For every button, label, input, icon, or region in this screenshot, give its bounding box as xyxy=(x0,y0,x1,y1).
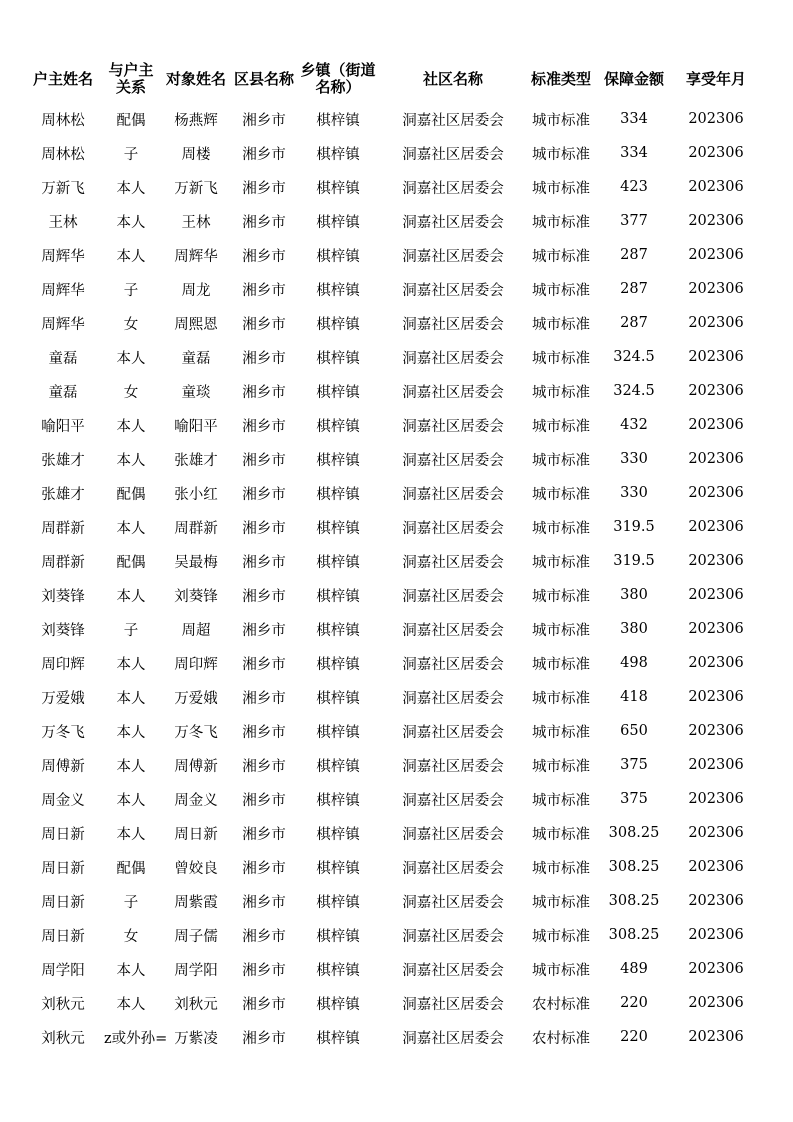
table-row xyxy=(22,476,762,510)
county-cell: 湘乡市 xyxy=(242,350,286,367)
town-cell: 棋梓镇 xyxy=(316,996,360,1013)
community-cell: 洞嘉社区居委会 xyxy=(402,384,504,401)
amount-cell: 330 xyxy=(620,485,648,501)
community-cell: 洞嘉社区居委会 xyxy=(402,656,504,673)
recipient-name-cell: 刘秋元 xyxy=(174,996,218,1013)
recipient-name-cell: 周学阳 xyxy=(174,962,218,979)
month-cell: 202306 xyxy=(688,757,744,773)
community-cell: 洞嘉社区居委会 xyxy=(402,146,504,163)
standard-type-cell: 城市标准 xyxy=(532,928,590,945)
household-head-cell: 周日新 xyxy=(41,894,85,911)
recipient-name-cell: 周辉华 xyxy=(174,248,218,265)
county-cell: 湘乡市 xyxy=(242,724,286,741)
town-cell: 棋梓镇 xyxy=(316,520,360,537)
community-cell: 洞嘉社区居委会 xyxy=(402,962,504,979)
town-cell: 棋梓镇 xyxy=(316,1030,360,1047)
amount-cell: 308.25 xyxy=(608,825,660,841)
recipient-name-cell: 张小红 xyxy=(174,486,218,503)
community-cell: 洞嘉社区居委会 xyxy=(402,588,504,605)
recipient-name-cell: 周紫霞 xyxy=(174,894,218,911)
relationship-cell: 女 xyxy=(123,384,139,401)
table-row xyxy=(22,272,762,306)
household-head-cell: 周林松 xyxy=(41,112,85,129)
standard-type-cell: 城市标准 xyxy=(532,690,590,707)
relationship-cell: 本人 xyxy=(116,656,146,673)
amount-cell: 308.25 xyxy=(608,893,660,909)
table-row xyxy=(22,850,762,884)
relationship-cell: 本人 xyxy=(116,214,146,231)
relationship-cell: 配偶 xyxy=(116,860,146,877)
table-row xyxy=(22,816,762,850)
amount-cell: 319.5 xyxy=(613,519,655,535)
town-cell: 棋梓镇 xyxy=(316,622,360,639)
community-cell: 洞嘉社区居委会 xyxy=(402,894,504,911)
recipient-name-cell: 喻阳平 xyxy=(174,418,218,435)
town-cell: 棋梓镇 xyxy=(316,928,360,945)
county-cell: 湘乡市 xyxy=(242,248,286,265)
recipient-name-cell: 刘葵锋 xyxy=(174,588,218,605)
recipient-name-cell: 张雄才 xyxy=(174,452,218,469)
household-head-cell: 刘葵锋 xyxy=(41,588,85,605)
month-cell: 202306 xyxy=(688,961,744,977)
relationship-cell: 本人 xyxy=(116,792,146,809)
county-cell: 湘乡市 xyxy=(242,316,286,333)
month-cell: 202306 xyxy=(688,315,744,331)
county-cell: 湘乡市 xyxy=(242,792,286,809)
standard-type-cell: 城市标准 xyxy=(532,214,590,231)
table-row xyxy=(22,578,762,612)
standard-type-cell: 城市标准 xyxy=(532,724,590,741)
table-row xyxy=(22,442,762,476)
county-cell: 湘乡市 xyxy=(242,826,286,843)
household-head-cell: 刘秋元 xyxy=(41,996,85,1013)
month-cell: 202306 xyxy=(688,655,744,671)
household-head-cell: 周日新 xyxy=(41,826,85,843)
standard-type-cell: 城市标准 xyxy=(532,384,590,401)
recipient-name-cell: 周熙恩 xyxy=(174,316,218,333)
month-cell: 202306 xyxy=(688,927,744,943)
amount-cell: 489 xyxy=(620,961,648,977)
community-cell: 洞嘉社区居委会 xyxy=(402,724,504,741)
relationship-cell: 本人 xyxy=(116,520,146,537)
community-cell: 洞嘉社区居委会 xyxy=(402,928,504,945)
table-row xyxy=(22,714,762,748)
town-cell: 棋梓镇 xyxy=(316,758,360,775)
standard-type-cell: 城市标准 xyxy=(532,860,590,877)
table-row xyxy=(22,170,762,204)
table-row xyxy=(22,748,762,782)
standard-type-cell: 城市标准 xyxy=(532,826,590,843)
month-cell: 202306 xyxy=(688,145,744,161)
recipient-name-cell: 周日新 xyxy=(174,826,218,843)
month-cell: 202306 xyxy=(688,485,744,501)
recipient-name-cell: 周金义 xyxy=(174,792,218,809)
standard-type-cell: 农村标准 xyxy=(532,1030,590,1047)
county-cell: 湘乡市 xyxy=(242,282,286,299)
community-cell: 洞嘉社区居委会 xyxy=(402,826,504,843)
month-cell: 202306 xyxy=(688,689,744,705)
recipient-name-cell: 周傅新 xyxy=(174,758,218,775)
recipient-name-cell: 周超 xyxy=(181,622,211,639)
table-row xyxy=(22,918,762,952)
table-row xyxy=(22,306,762,340)
standard-type-cell: 城市标准 xyxy=(532,758,590,775)
town-cell: 棋梓镇 xyxy=(316,146,360,163)
header-recipient-name: 对象姓名 xyxy=(165,69,226,88)
household-head-cell: 万爱娥 xyxy=(41,690,85,707)
amount-cell: 287 xyxy=(620,247,648,263)
town-cell: 棋梓镇 xyxy=(316,860,360,877)
county-cell: 湘乡市 xyxy=(242,656,286,673)
county-cell: 湘乡市 xyxy=(242,962,286,979)
household-head-cell: 张雄才 xyxy=(41,452,85,469)
standard-type-cell: 城市标准 xyxy=(532,588,590,605)
household-head-cell: 王林 xyxy=(48,214,78,231)
amount-cell: 324.5 xyxy=(613,349,655,365)
county-cell: 湘乡市 xyxy=(242,928,286,945)
county-cell: 湘乡市 xyxy=(242,112,286,129)
table-header xyxy=(22,56,762,102)
recipient-name-cell: 万新飞 xyxy=(174,180,218,197)
household-head-cell: 周金义 xyxy=(41,792,85,809)
relationship-cell: 本人 xyxy=(116,758,146,775)
household-head-cell: 周辉华 xyxy=(41,248,85,265)
amount-cell: 380 xyxy=(620,587,648,603)
amount-cell: 308.25 xyxy=(608,927,660,943)
standard-type-cell: 农村标准 xyxy=(532,996,590,1013)
header-household-head: 户主姓名 xyxy=(32,69,93,88)
relationship-cell: 女 xyxy=(123,928,139,945)
town-cell: 棋梓镇 xyxy=(316,180,360,197)
recipient-name-cell: 周子儒 xyxy=(174,928,218,945)
month-cell: 202306 xyxy=(688,281,744,297)
county-cell: 湘乡市 xyxy=(242,588,286,605)
community-cell: 洞嘉社区居委会 xyxy=(402,214,504,231)
header-amount: 保障金额 xyxy=(603,69,664,88)
standard-type-cell: 城市标准 xyxy=(532,248,590,265)
standard-type-cell: 城市标准 xyxy=(532,962,590,979)
household-head-cell: 周傅新 xyxy=(41,758,85,775)
town-cell: 棋梓镇 xyxy=(316,112,360,129)
amount-cell: 418 xyxy=(620,689,648,705)
amount-cell: 423 xyxy=(620,179,648,195)
household-head-cell: 万新飞 xyxy=(41,180,85,197)
relationship-cell: 本人 xyxy=(116,350,146,367)
household-head-cell: 周辉华 xyxy=(41,316,85,333)
town-cell: 棋梓镇 xyxy=(316,962,360,979)
community-cell: 洞嘉社区居委会 xyxy=(402,758,504,775)
standard-type-cell: 城市标准 xyxy=(532,452,590,469)
county-cell: 湘乡市 xyxy=(242,622,286,639)
town-cell: 棋梓镇 xyxy=(316,384,360,401)
standard-type-cell: 城市标准 xyxy=(532,520,590,537)
town-cell: 棋梓镇 xyxy=(316,554,360,571)
standard-type-cell: 城市标准 xyxy=(532,112,590,129)
amount-cell: 334 xyxy=(620,145,648,161)
household-head-cell: 周日新 xyxy=(41,860,85,877)
table-row xyxy=(22,238,762,272)
relationship-cell: 本人 xyxy=(116,724,146,741)
community-cell: 洞嘉社区居委会 xyxy=(402,418,504,435)
standard-type-cell: 城市标准 xyxy=(532,894,590,911)
header-standard-type: 标准类型 xyxy=(530,69,591,88)
amount-cell: 220 xyxy=(620,995,648,1011)
town-cell: 棋梓镇 xyxy=(316,214,360,231)
community-cell: 洞嘉社区居委会 xyxy=(402,690,504,707)
table-row xyxy=(22,340,762,374)
town-cell: 棋梓镇 xyxy=(316,452,360,469)
recipient-name-cell: 万爱娥 xyxy=(174,690,218,707)
town-cell: 棋梓镇 xyxy=(316,248,360,265)
relationship-cell: 本人 xyxy=(116,588,146,605)
town-cell: 棋梓镇 xyxy=(316,486,360,503)
county-cell: 湘乡市 xyxy=(242,758,286,775)
header-relationship: 与户主关系 xyxy=(108,61,154,96)
town-cell: 棋梓镇 xyxy=(316,826,360,843)
table-row xyxy=(22,952,762,986)
county-cell: 湘乡市 xyxy=(242,384,286,401)
community-cell: 洞嘉社区居委会 xyxy=(402,112,504,129)
relationship-cell: 女 xyxy=(123,316,139,333)
relationship-cell: 配偶 xyxy=(116,112,146,129)
month-cell: 202306 xyxy=(688,723,744,739)
standard-type-cell: 城市标准 xyxy=(532,146,590,163)
recipient-name-cell: 万紫凌 xyxy=(174,1030,218,1047)
community-cell: 洞嘉社区居委会 xyxy=(402,860,504,877)
community-cell: 洞嘉社区居委会 xyxy=(402,486,504,503)
town-cell: 棋梓镇 xyxy=(316,282,360,299)
table-row xyxy=(22,1020,762,1054)
month-cell: 202306 xyxy=(688,621,744,637)
standard-type-cell: 城市标准 xyxy=(532,282,590,299)
header-month: 享受年月 xyxy=(685,69,746,88)
town-cell: 棋梓镇 xyxy=(316,656,360,673)
recipient-name-cell: 童磊 xyxy=(181,350,211,367)
table-row xyxy=(22,612,762,646)
household-head-cell: 张雄才 xyxy=(41,486,85,503)
county-cell: 湘乡市 xyxy=(242,214,286,231)
table-row xyxy=(22,986,762,1020)
amount-cell: 330 xyxy=(620,451,648,467)
community-cell: 洞嘉社区居委会 xyxy=(402,1030,504,1047)
month-cell: 202306 xyxy=(688,587,744,603)
community-cell: 洞嘉社区居委会 xyxy=(402,622,504,639)
table-row xyxy=(22,646,762,680)
table-row xyxy=(22,102,762,136)
amount-cell: 324.5 xyxy=(613,383,655,399)
standard-type-cell: 城市标准 xyxy=(532,350,590,367)
table-row xyxy=(22,408,762,442)
standard-type-cell: 城市标准 xyxy=(532,656,590,673)
amount-cell: 380 xyxy=(620,621,648,637)
household-head-cell: 童磊 xyxy=(48,350,78,367)
assistance-records-table xyxy=(22,56,762,1054)
relationship-cell: 本人 xyxy=(116,690,146,707)
community-cell: 洞嘉社区居委会 xyxy=(402,554,504,571)
header-community: 社区名称 xyxy=(422,69,483,88)
amount-cell: 377 xyxy=(620,213,648,229)
month-cell: 202306 xyxy=(688,111,744,127)
standard-type-cell: 城市标准 xyxy=(532,554,590,571)
household-head-cell: 万冬飞 xyxy=(41,724,85,741)
table-row xyxy=(22,374,762,408)
standard-type-cell: 城市标准 xyxy=(532,486,590,503)
relationship-cell: 配偶 xyxy=(116,554,146,571)
town-cell: 棋梓镇 xyxy=(316,350,360,367)
amount-cell: 432 xyxy=(620,417,648,433)
table-body xyxy=(22,102,762,1054)
relationship-cell: 子 xyxy=(123,146,139,163)
month-cell: 202306 xyxy=(688,791,744,807)
town-cell: 棋梓镇 xyxy=(316,792,360,809)
relationship-cell: 本人 xyxy=(116,452,146,469)
month-cell: 202306 xyxy=(688,417,744,433)
table-row xyxy=(22,680,762,714)
relationship-cell: 子 xyxy=(123,894,139,911)
community-cell: 洞嘉社区居委会 xyxy=(402,520,504,537)
relationship-cell: 本人 xyxy=(116,826,146,843)
county-cell: 湘乡市 xyxy=(242,1030,286,1047)
month-cell: 202306 xyxy=(688,247,744,263)
town-cell: 棋梓镇 xyxy=(316,724,360,741)
relationship-cell: 子 xyxy=(123,282,139,299)
month-cell: 202306 xyxy=(688,995,744,1011)
table-row xyxy=(22,136,762,170)
household-head-cell: 周群新 xyxy=(41,520,85,537)
table-row xyxy=(22,884,762,918)
relationship-cell: 本人 xyxy=(116,996,146,1013)
relationship-cell: 本人 xyxy=(116,418,146,435)
recipient-name-cell: 周楼 xyxy=(181,146,211,163)
standard-type-cell: 城市标准 xyxy=(532,180,590,197)
month-cell: 202306 xyxy=(688,179,744,195)
county-cell: 湘乡市 xyxy=(242,894,286,911)
standard-type-cell: 城市标准 xyxy=(532,316,590,333)
recipient-name-cell: 童琰 xyxy=(181,384,211,401)
month-cell: 202306 xyxy=(688,383,744,399)
county-cell: 湘乡市 xyxy=(242,520,286,537)
community-cell: 洞嘉社区居委会 xyxy=(402,316,504,333)
household-head-cell: 刘葵锋 xyxy=(41,622,85,639)
county-cell: 湘乡市 xyxy=(242,996,286,1013)
recipient-name-cell: 万冬飞 xyxy=(174,724,218,741)
month-cell: 202306 xyxy=(688,893,744,909)
standard-type-cell: 城市标准 xyxy=(532,622,590,639)
relationship-cell: 配偶 xyxy=(116,486,146,503)
month-cell: 202306 xyxy=(688,349,744,365)
county-cell: 湘乡市 xyxy=(242,486,286,503)
town-cell: 棋梓镇 xyxy=(316,690,360,707)
town-cell: 棋梓镇 xyxy=(316,894,360,911)
household-head-cell: 喻阳平 xyxy=(41,418,85,435)
county-cell: 湘乡市 xyxy=(242,146,286,163)
community-cell: 洞嘉社区居委会 xyxy=(402,452,504,469)
community-cell: 洞嘉社区居委会 xyxy=(402,180,504,197)
table-row xyxy=(22,782,762,816)
amount-cell: 334 xyxy=(620,111,648,127)
month-cell: 202306 xyxy=(688,859,744,875)
relationship-cell: 本人 xyxy=(116,248,146,265)
recipient-name-cell: 曾姣良 xyxy=(174,860,218,877)
household-head-cell: 周印辉 xyxy=(41,656,85,673)
county-cell: 湘乡市 xyxy=(242,690,286,707)
household-head-cell: 童磊 xyxy=(48,384,78,401)
recipient-name-cell: 杨燕辉 xyxy=(174,112,218,129)
table-row xyxy=(22,204,762,238)
month-cell: 202306 xyxy=(688,213,744,229)
town-cell: 棋梓镇 xyxy=(316,418,360,435)
standard-type-cell: 城市标准 xyxy=(532,418,590,435)
town-cell: 棋梓镇 xyxy=(316,316,360,333)
recipient-name-cell: 周群新 xyxy=(174,520,218,537)
month-cell: 202306 xyxy=(688,553,744,569)
amount-cell: 498 xyxy=(620,655,648,671)
county-cell: 湘乡市 xyxy=(242,418,286,435)
header-county: 区县名称 xyxy=(234,69,295,88)
standard-type-cell: 城市标准 xyxy=(532,792,590,809)
table-row xyxy=(22,544,762,578)
relationship-cell: 子 xyxy=(123,622,139,639)
community-cell: 洞嘉社区居委会 xyxy=(402,248,504,265)
relationship-cell: 本人 xyxy=(116,962,146,979)
recipient-name-cell: 王林 xyxy=(181,214,211,231)
amount-cell: 375 xyxy=(620,791,648,807)
amount-cell: 308.25 xyxy=(608,859,660,875)
household-head-cell: 周辉华 xyxy=(41,282,85,299)
county-cell: 湘乡市 xyxy=(242,452,286,469)
household-head-cell: 周日新 xyxy=(41,928,85,945)
household-head-cell: 刘秋元 xyxy=(41,1030,85,1047)
county-cell: 湘乡市 xyxy=(242,554,286,571)
household-head-cell: 周林松 xyxy=(41,146,85,163)
relationship-cell: z或外孙= xyxy=(104,1030,168,1047)
recipient-name-cell: 吴最梅 xyxy=(174,554,218,571)
amount-cell: 287 xyxy=(620,315,648,331)
household-head-cell: 周学阳 xyxy=(41,962,85,979)
month-cell: 202306 xyxy=(688,451,744,467)
amount-cell: 287 xyxy=(620,281,648,297)
amount-cell: 319.5 xyxy=(613,553,655,569)
community-cell: 洞嘉社区居委会 xyxy=(402,350,504,367)
amount-cell: 220 xyxy=(620,1029,648,1045)
header-town: 乡镇（街道名称） xyxy=(300,61,376,96)
month-cell: 202306 xyxy=(688,519,744,535)
county-cell: 湘乡市 xyxy=(242,180,286,197)
town-cell: 棋梓镇 xyxy=(316,588,360,605)
community-cell: 洞嘉社区居委会 xyxy=(402,996,504,1013)
amount-cell: 650 xyxy=(620,723,648,739)
month-cell: 202306 xyxy=(688,1029,744,1045)
recipient-name-cell: 周龙 xyxy=(181,282,211,299)
community-cell: 洞嘉社区居委会 xyxy=(402,792,504,809)
community-cell: 洞嘉社区居委会 xyxy=(402,282,504,299)
amount-cell: 375 xyxy=(620,757,648,773)
month-cell: 202306 xyxy=(688,825,744,841)
relationship-cell: 本人 xyxy=(116,180,146,197)
table-row xyxy=(22,510,762,544)
county-cell: 湘乡市 xyxy=(242,860,286,877)
household-head-cell: 周群新 xyxy=(41,554,85,571)
recipient-name-cell: 周印辉 xyxy=(174,656,218,673)
header-row xyxy=(22,56,762,102)
